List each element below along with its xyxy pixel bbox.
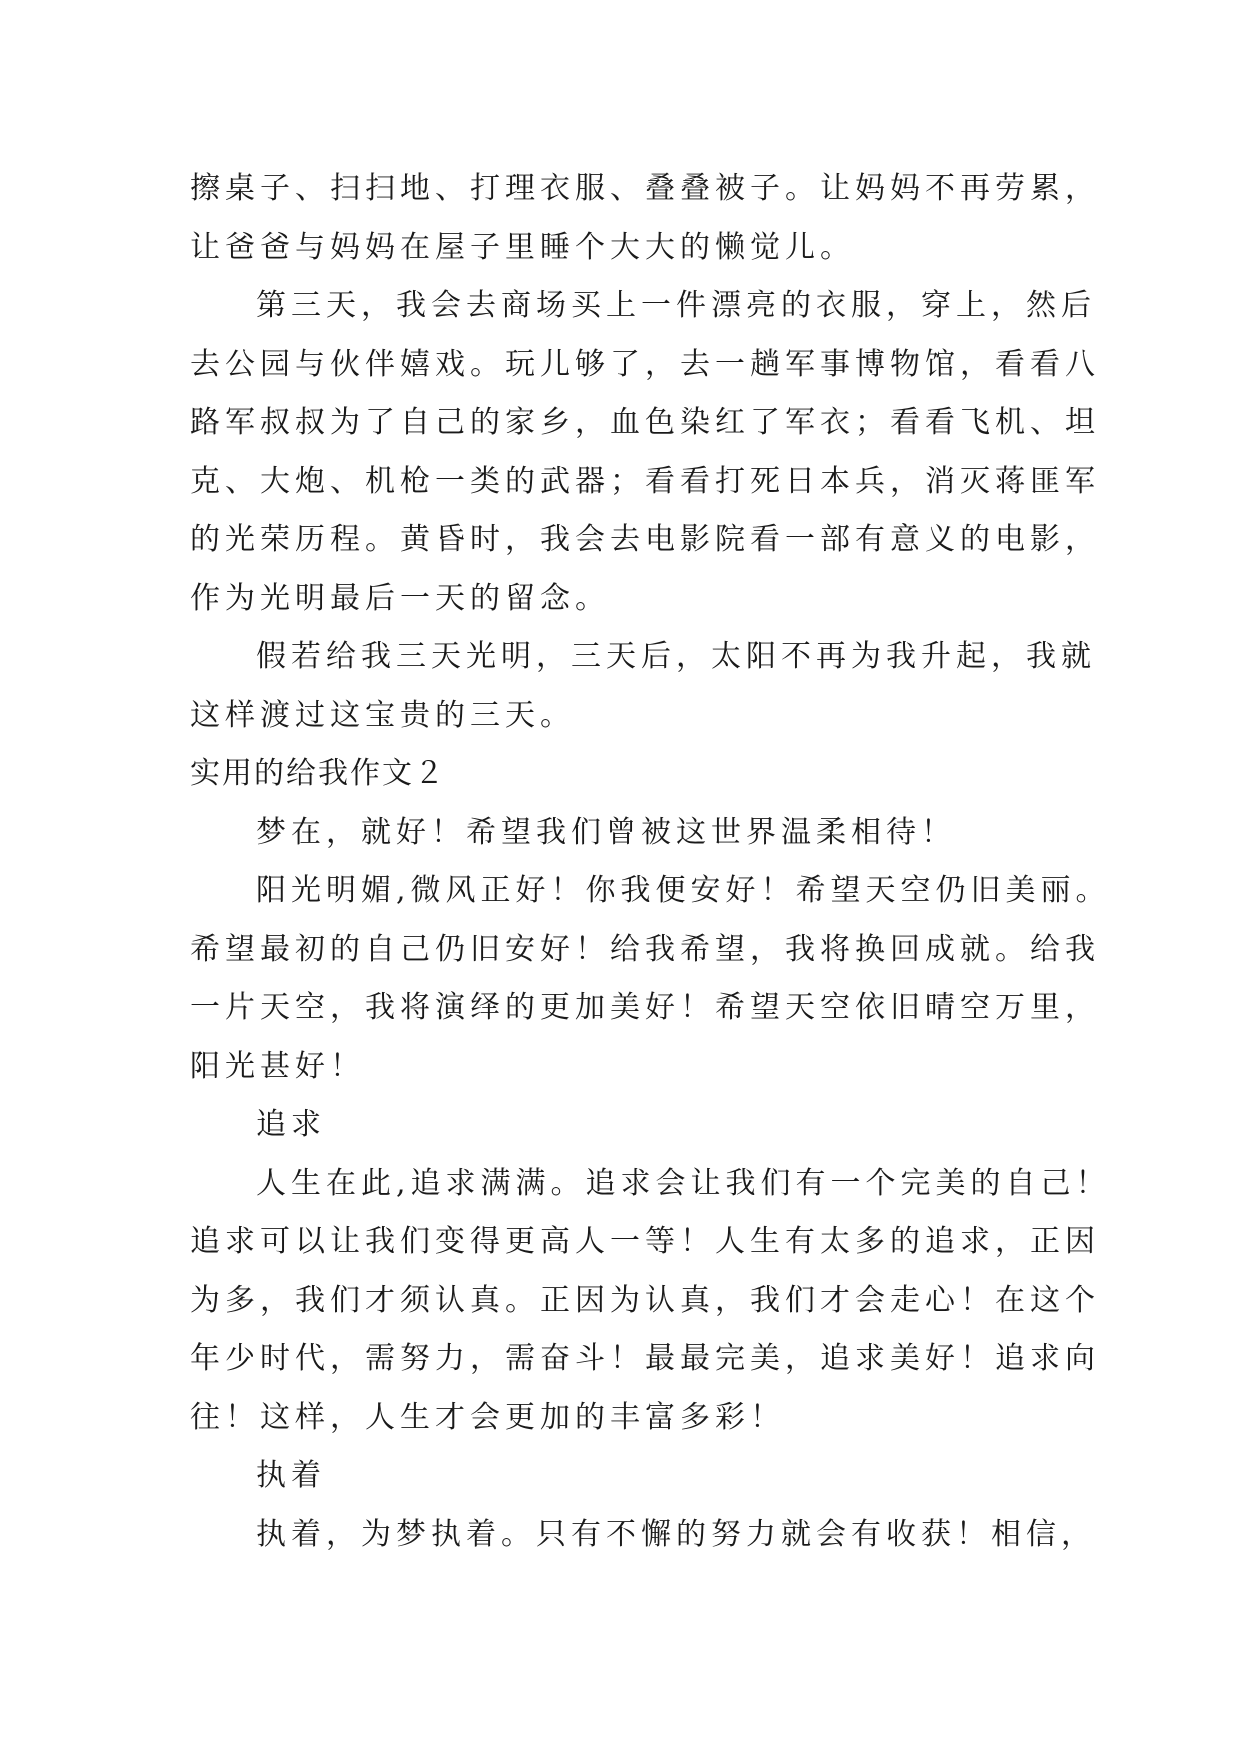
paragraph-line: 梦在，就好！希望我们曾被这世界温柔相待！ xyxy=(256,814,956,850)
document-body xyxy=(190,160,1111,1564)
paragraph-line: 阳光明媚,微风正好！你我便安好！希望天空仍旧美丽。 xyxy=(256,873,1111,908)
paragraph-line: 执着，为梦执着。只有不懈的努力就会有收获！相信， xyxy=(256,1516,1096,1552)
paragraph-line: 这样渡过这宝贵的三天。 xyxy=(190,697,575,733)
subheading: 追求 xyxy=(256,1107,326,1142)
paragraph-line: 去公园与伙伴嬉戏。玩儿够了，去一趟军事博物馆，看看八 xyxy=(190,346,1100,382)
paragraph-line: 路军叔叔为了自己的家乡，血色染红了军衣；看看飞机、坦 xyxy=(190,405,1100,440)
paragraph-line: 作为光明最后一天的留念。 xyxy=(190,580,610,616)
section-title: 实用的给我作文２ xyxy=(190,756,446,791)
paragraph-line: 阳光甚好！ xyxy=(190,1048,365,1084)
paragraph-line: 希望最初的自己仍旧安好！给我希望，我将换回成就。给我 xyxy=(190,931,1100,967)
paragraph-line: 擦桌子、扫扫地、打理衣服、叠叠被子。让妈妈不再劳累， xyxy=(190,171,1100,206)
paragraph-line: 一片天空，我将演绎的更加美好！希望天空依旧晴空万里， xyxy=(190,990,1100,1025)
paragraph-line: 追求可以让我们变得更高人一等！人生有太多的追求，正因 xyxy=(190,1224,1100,1259)
paragraph-line: 假若给我三天光明，三天后，太阳不再为我升起，我就 xyxy=(256,639,1096,674)
paragraph-line: 让爸爸与妈妈在屋子里睡个大大的懒觉儿。 xyxy=(190,229,855,265)
paragraph-line: 人生在此,追求满满。追求会让我们有一个完美的自己！ xyxy=(256,1165,1111,1201)
subheading: 执着 xyxy=(256,1458,326,1493)
paragraph-line: 为多，我们才须认真。正因为认真，我们才会走心！在这个 xyxy=(190,1282,1100,1318)
paragraph-line: 的光荣历程。黄昏时，我会去电影院看一部有意义的电影， xyxy=(190,522,1100,557)
paragraph-line: 第三天，我会去商场买上一件漂亮的衣服，穿上，然后 xyxy=(256,288,1096,323)
paragraph-line: 往！这样，人生才会更加的丰富多彩！ xyxy=(190,1399,785,1435)
paragraph-line: 克、大炮、机枪一类的武器；看看打死日本兵，消灭蒋匪军 xyxy=(190,463,1100,499)
paragraph-line: 年少时代，需努力，需奋斗！最最完美，追求美好！追求向 xyxy=(190,1341,1100,1376)
